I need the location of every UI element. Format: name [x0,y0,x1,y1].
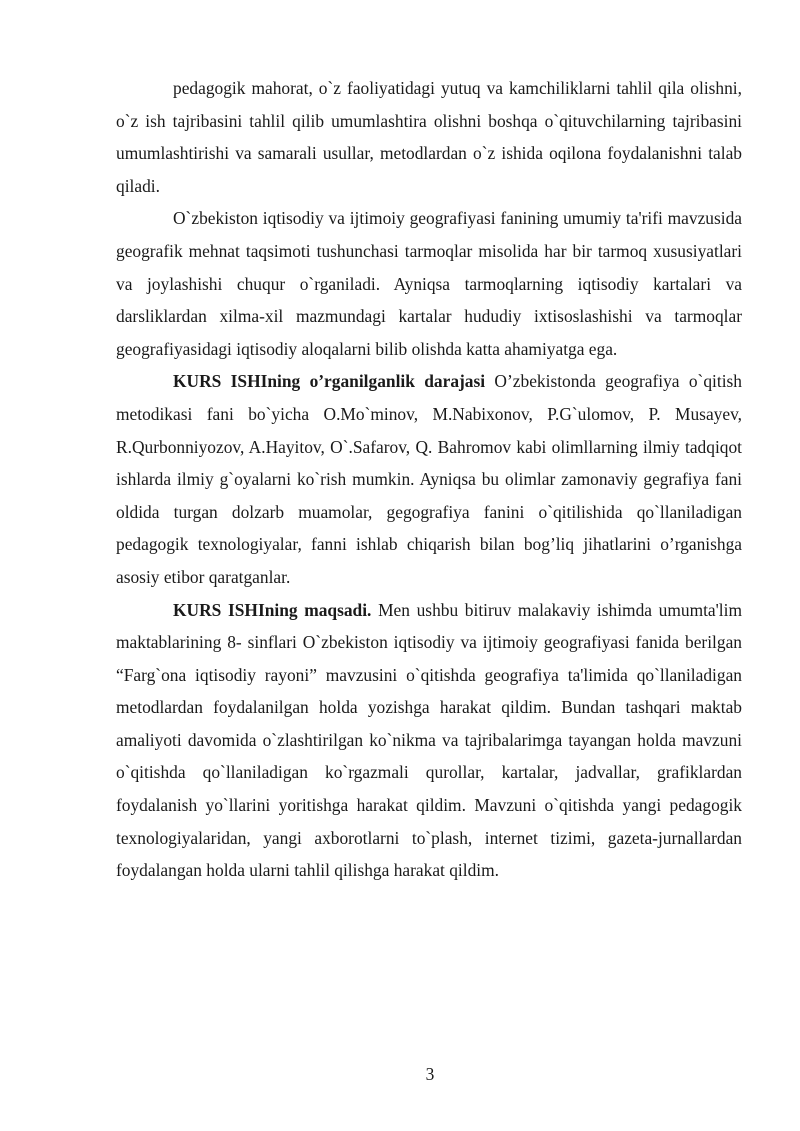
page-number: 3 [425,1064,435,1084]
document-page [116,72,742,887]
paragraph-text: pedagogik mahorat, o`z faoliyatidagi yutuq va kamchiliklarni tahlil qila olishni, o`z ish tajribasini tahlil qilib umumlashtira olishni boshqa o`qituvchilarning tajribasini umumlashtirishi va samarali usullar, metodlardan o`z ishida oqilona foydalanishni talab qiladi. [116,78,742,196]
section-heading-research-level: KURS ISHIning o’rganilganlik darajasi [173,371,486,392]
paragraph-intro-continuation [116,72,742,202]
paragraph-text: O’zbekistonda geografiya o`qitish metodikasi fani bo`yicha O.Mo`minov, M.Nabixonov, P.G`ulomov, P. Musayev, R.Qurbonniyozov, A.Hayitov, O`.Safarov, Q. Bahromov kabi olimllarning ilmiy tadqiqot ishlarda ilmiy g`oyalarni ko`rish mumkin. Ayniqsa bu olimlar zamonaviy gegrafiya fani oldida turgan dolzarb muamolar, gegografiya fanini o`qitilishida qo`llaniladigan pedagogik texnologiyalar, fanni ishlab chiqarish bilan bog’liq jihatlarini o’rganishga asosiy etibor qaratganlar. [116,371,742,587]
paragraph-research-level [116,365,742,593]
section-heading-purpose: KURS ISHIning maqsadi. [173,599,372,620]
paragraph-text: Men ushbu bitiruv malakaviy ishimda umumta'lim maktablarining 8- sinflari O`zbekiston iqtisodiy va ijtimoiy geografiyasi fanida berilgan “Farg`ona iqtisodiy rayoni” mavzusini o`qitishda geografiya ta'limida qo`llaniladigan metodlardan foydalanilgan holda yozishga harakat qildim. Bundan tashqari maktab amaliyoti davomida o`zlashtirilgan ko`nikma va tajribalarimga tayangan holda mavzuni o`qitishda qo`llaniladigan ko`rgazmali qurollar, kartalar, jadvallar, grafiklardan foydalanish yo`llarini yoritishga harakat qildim. Mavzuni o`qitishda yangi pedagogik texnologiyalaridan, yangi axborotlarni to`plash, internet tizimi, gazeta-jurnallardan foydalangan holda ularni tahlil qilishga harakat qildim. [116,599,742,881]
paragraph-text: O`zbekiston iqtisodiy va ijtimoiy geografiyasi fanining umumiy ta'rifi mavzusida geografik mehnat taqsimoti tushunchasi tarmoqlar misolida har bir tarmoq xususiyatlari va joylashishi chuqur o`rganiladi. Ayniqsa tarmoqlarning iqtisodiy kartalari va darsliklardan xilma-xil mazmundagi kartalar hududiy ixtisoslashishi va tarmoqlar geografiyasidagi iqtisodiy aloqalarni bilib olishda katta ahamiyatga ega. [116,208,742,359]
paragraph-purpose [116,594,742,887]
paragraph-geography-overview [116,202,742,365]
